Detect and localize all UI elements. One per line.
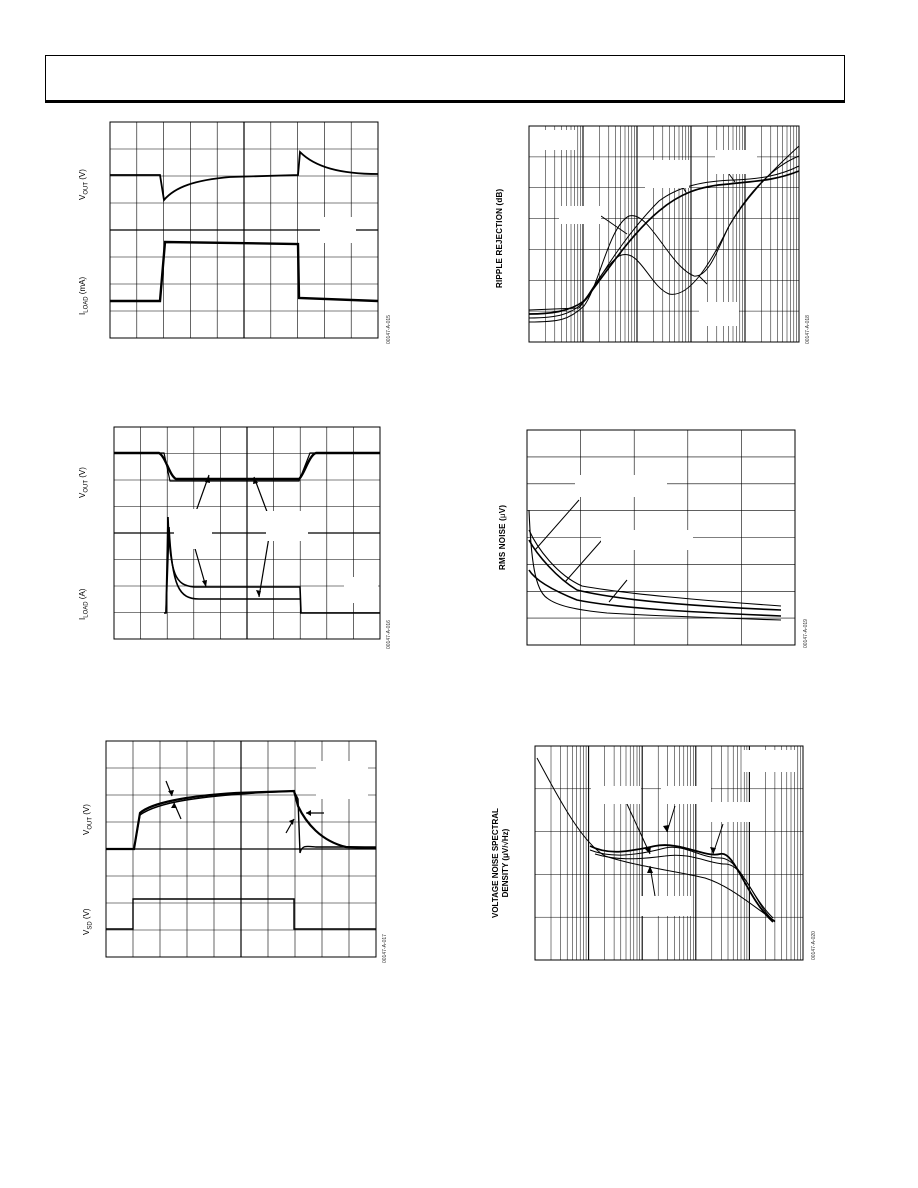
- load-transient-large-plot: [114, 427, 384, 643]
- figure-code: 00147-A-016: [386, 620, 392, 649]
- load-transient-small-figure: [110, 122, 392, 344]
- figure-code: 00147-A-015: [386, 315, 392, 344]
- noise-density-plot: [535, 746, 809, 966]
- y-axis-label-noise-density: VOLTAGE NOISE SPECTRAL DENSITY (μV/√Hz): [491, 808, 510, 918]
- y-axis-label-iload: $I_{LOAD}$ (mA): [78, 276, 90, 315]
- figure-code: 00147-A-018: [805, 315, 811, 344]
- figure-code: 00147-A-017: [382, 934, 388, 963]
- rms-noise-plot: [527, 430, 801, 650]
- noise-density-figure: [535, 746, 817, 966]
- page-header-box: [45, 55, 845, 103]
- shutdown-figure: [106, 741, 388, 963]
- y-axis-label-vout: $V_{OUT}$ (V): [78, 467, 90, 498]
- y-axis-label-vsd: $V_{SD}$ (V): [82, 908, 94, 935]
- shutdown-plot: [106, 741, 380, 961]
- y-axis-label-iload: $I_{LOAD}$ (A): [78, 588, 90, 620]
- y-axis-label-rms-noise: RMS NOISE (μV): [498, 504, 507, 570]
- figure-code: 00147-A-020: [811, 931, 817, 960]
- y-axis-label-vout: $V_{OUT}$ (V): [82, 804, 94, 835]
- y-axis-label-ripple-rejection: RIPPLE REJECTION (dB): [495, 188, 504, 288]
- load-transient-large-figure: [114, 427, 392, 649]
- ripple-rejection-plot: [529, 126, 803, 346]
- y-axis-label-vout: $V_{OUT}$ (V): [78, 169, 90, 200]
- ripple-rejection-figure: [529, 126, 811, 346]
- figure-code: 00147-A-019: [803, 619, 809, 648]
- rms-noise-figure: [527, 430, 809, 650]
- load-transient-small-plot: [110, 122, 380, 342]
